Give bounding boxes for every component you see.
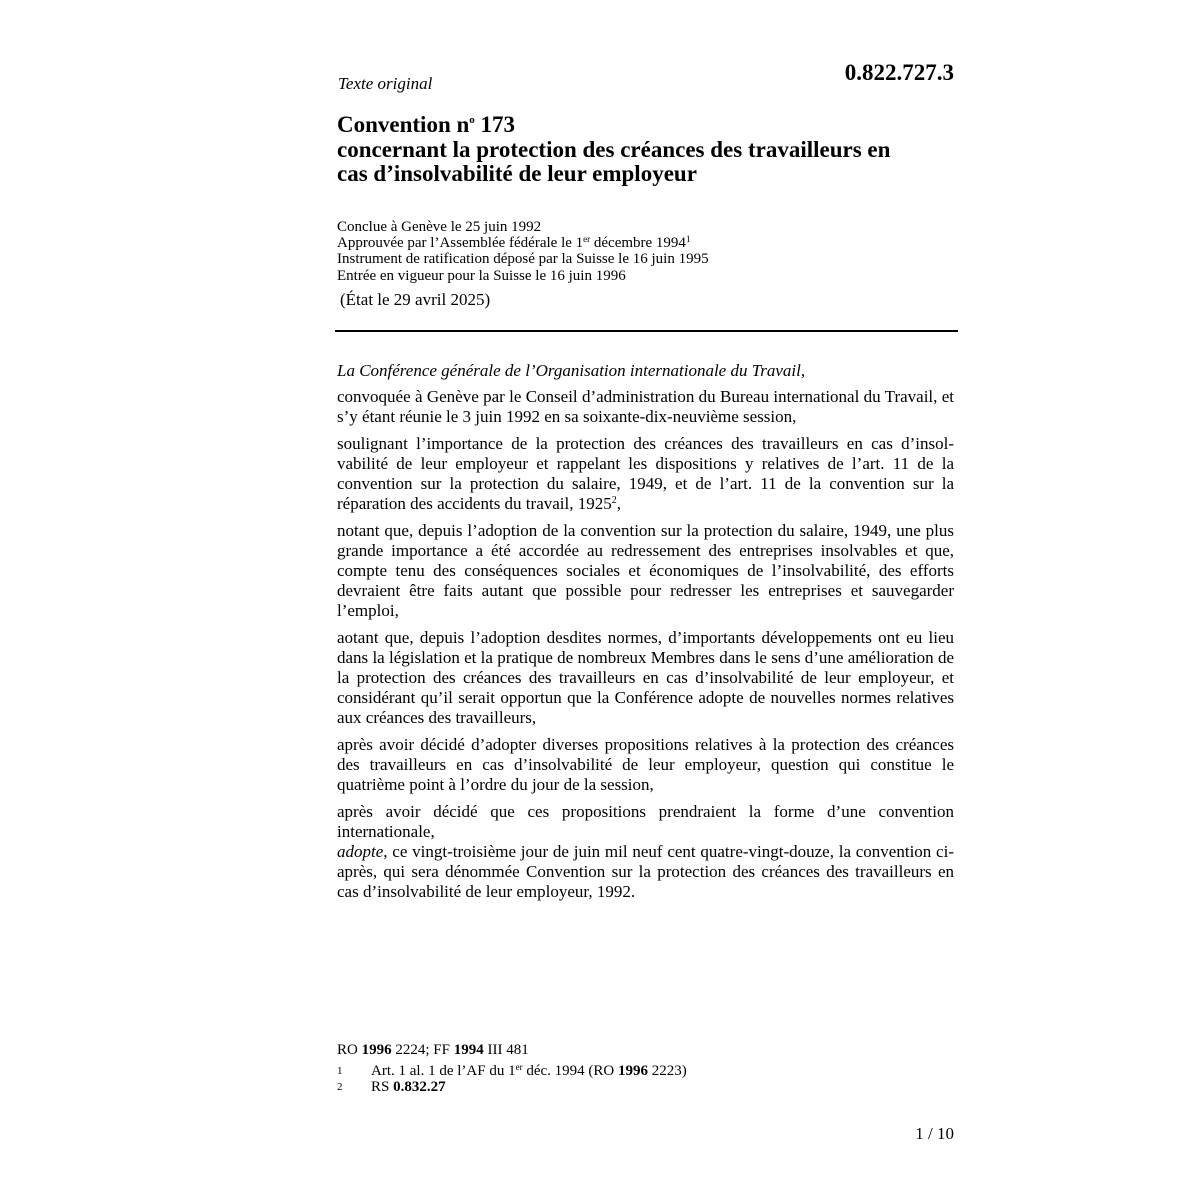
ratification-line: Instrument de ratification déposé par la Suisse le 16 juin 1995 (337, 251, 709, 268)
ff-year: 1994 (453, 1042, 484, 1058)
entry-into-force-line: Entrée en vigueur pour la Suisse le 16 juin 1996 (337, 267, 626, 284)
source-reference (337, 1042, 529, 1059)
ro-label: RO (337, 1042, 362, 1058)
header-divider (335, 330, 958, 332)
fn1-end: 2223) (647, 1063, 687, 1079)
state-date: (État le 29 avril 2025) (340, 290, 491, 309)
paragraph-2-end: , (616, 494, 621, 513)
fn2-reference[interactable]: 0.832.27 (393, 1079, 446, 1095)
footnote-2-text (371, 1079, 446, 1095)
page-number: 1 / 10 (915, 1124, 954, 1143)
footnote-1-number: 1 (337, 1065, 343, 1077)
preamble-paragraph-3: notant que, depuis l’adoption de la convention sur la protection du salaire, 1949, une plus grande importance a été accordée au redressement des entreprises insolvables et que, compte tenu des conséquences sociales et économiques de l’insolvabilité, des efforts devraient être faits autant que possible pour redresser les entreprises et sauvegarder l’emploi, (337, 521, 954, 620)
footnotes (337, 1063, 687, 1095)
footnote-1 (337, 1063, 687, 1079)
title-number: 173 (474, 112, 516, 137)
paragraph-7-text: , ce vingt-troisième jour de juin mil neuf cent quatre-vingt-douze, la convention ci-après, qui sera dénommée Convention sur la protection des créances des travailleurs en cas d’insolvabilité de leur employeur, 1992. (337, 842, 954, 901)
preamble-intro: La Conférence générale de l’Organisation internationale du Travail, (337, 361, 806, 380)
fn1-mid: déc. 1994 (RO (522, 1063, 618, 1079)
footnote-2-number: 2 (337, 1081, 343, 1093)
fn1-year: 1996 (617, 1063, 648, 1079)
preamble-paragraph-5: après avoir décidé d’adopter diverses propositions relatives à la protection des créances des travailleurs en cas d’insolvabilité de leur employeur, question qui constitue le quatrième point à l’ordre du jour de la session, (337, 735, 954, 794)
approved-line (337, 235, 709, 251)
title-line-1 (337, 108, 977, 138)
preamble (337, 361, 954, 909)
approved-prefix: Approuvée par l’Assemblée fédérale le 1 (337, 235, 584, 252)
title-line-2: concernant la protection des créances des travailleurs en (337, 136, 891, 162)
title-number-sign: o (469, 114, 475, 126)
title-prefix: Convention n (337, 112, 470, 137)
fn1-ordinal: er (515, 1062, 523, 1072)
adopte-word: adopte (337, 842, 384, 861)
footnote-1-text (371, 1063, 687, 1079)
preamble-paragraph-2 (337, 434, 954, 514)
document-title (337, 108, 977, 187)
preamble-paragraph-6: après avoir décidé que ces propositions prendraient la forme d’une convention internationale, (337, 802, 954, 841)
preamble-paragraph-7 (337, 842, 954, 902)
rs-number: 0.822.727.3 (844, 60, 954, 85)
footnote-ref-1[interactable]: 1 (685, 234, 691, 245)
ro-page: 2224; FF (391, 1042, 454, 1058)
ff-rest: III 481 (483, 1042, 529, 1058)
fn2-prefix: RS (371, 1079, 394, 1095)
preamble-paragraph-4: aotant que, depuis l’adoption desdites normes, d’importants développements ont eu lieu dans la législation et la pratique de nombreux Membres dans le sens d’une amélioration de la protection des créances des travailleurs en cas d’insolvabilité de leur employeur, et considérant qu’il serait opportun que la Conférence adopte de nouvelles normes relatives aux créances des travailleurs, (337, 628, 954, 727)
paragraph-2-text: soulignant l’importance de la protection des créances des travailleurs en cas d’insolvabilité de leur employeur et rappelant les dispositions y relatives de l’art. 11 de la convention sur la protection du salaire, 1949, et de l’art. 11 de la convention sur la réparation des accidents du travail, 1925 (337, 434, 954, 513)
approved-suffix: décembre 1994 (590, 235, 686, 252)
concluded-line: Conclue à Genève le 25 juin 1992 (337, 219, 542, 235)
title-line-3: cas d’insolvabilité de leur employeur (337, 161, 697, 186)
fn1-prefix: Art. 1 al. 1 de l’AF du 1 (371, 1063, 516, 1079)
footnote-2 (337, 1079, 687, 1095)
approved-ordinal: er (583, 234, 591, 245)
treaty-metadata (337, 219, 709, 284)
footnote-ref-2[interactable]: 2 (611, 495, 617, 506)
original-text-label: Texte original (338, 74, 433, 93)
preamble-paragraph-1: convoquée à Genève par le Conseil d’administration du Bureau international du Travail, et s’y étant réunie le 3 juin 1992 en sa soixante-dix-neuvième session, (337, 387, 954, 426)
ro-year: 1996 (361, 1042, 392, 1058)
